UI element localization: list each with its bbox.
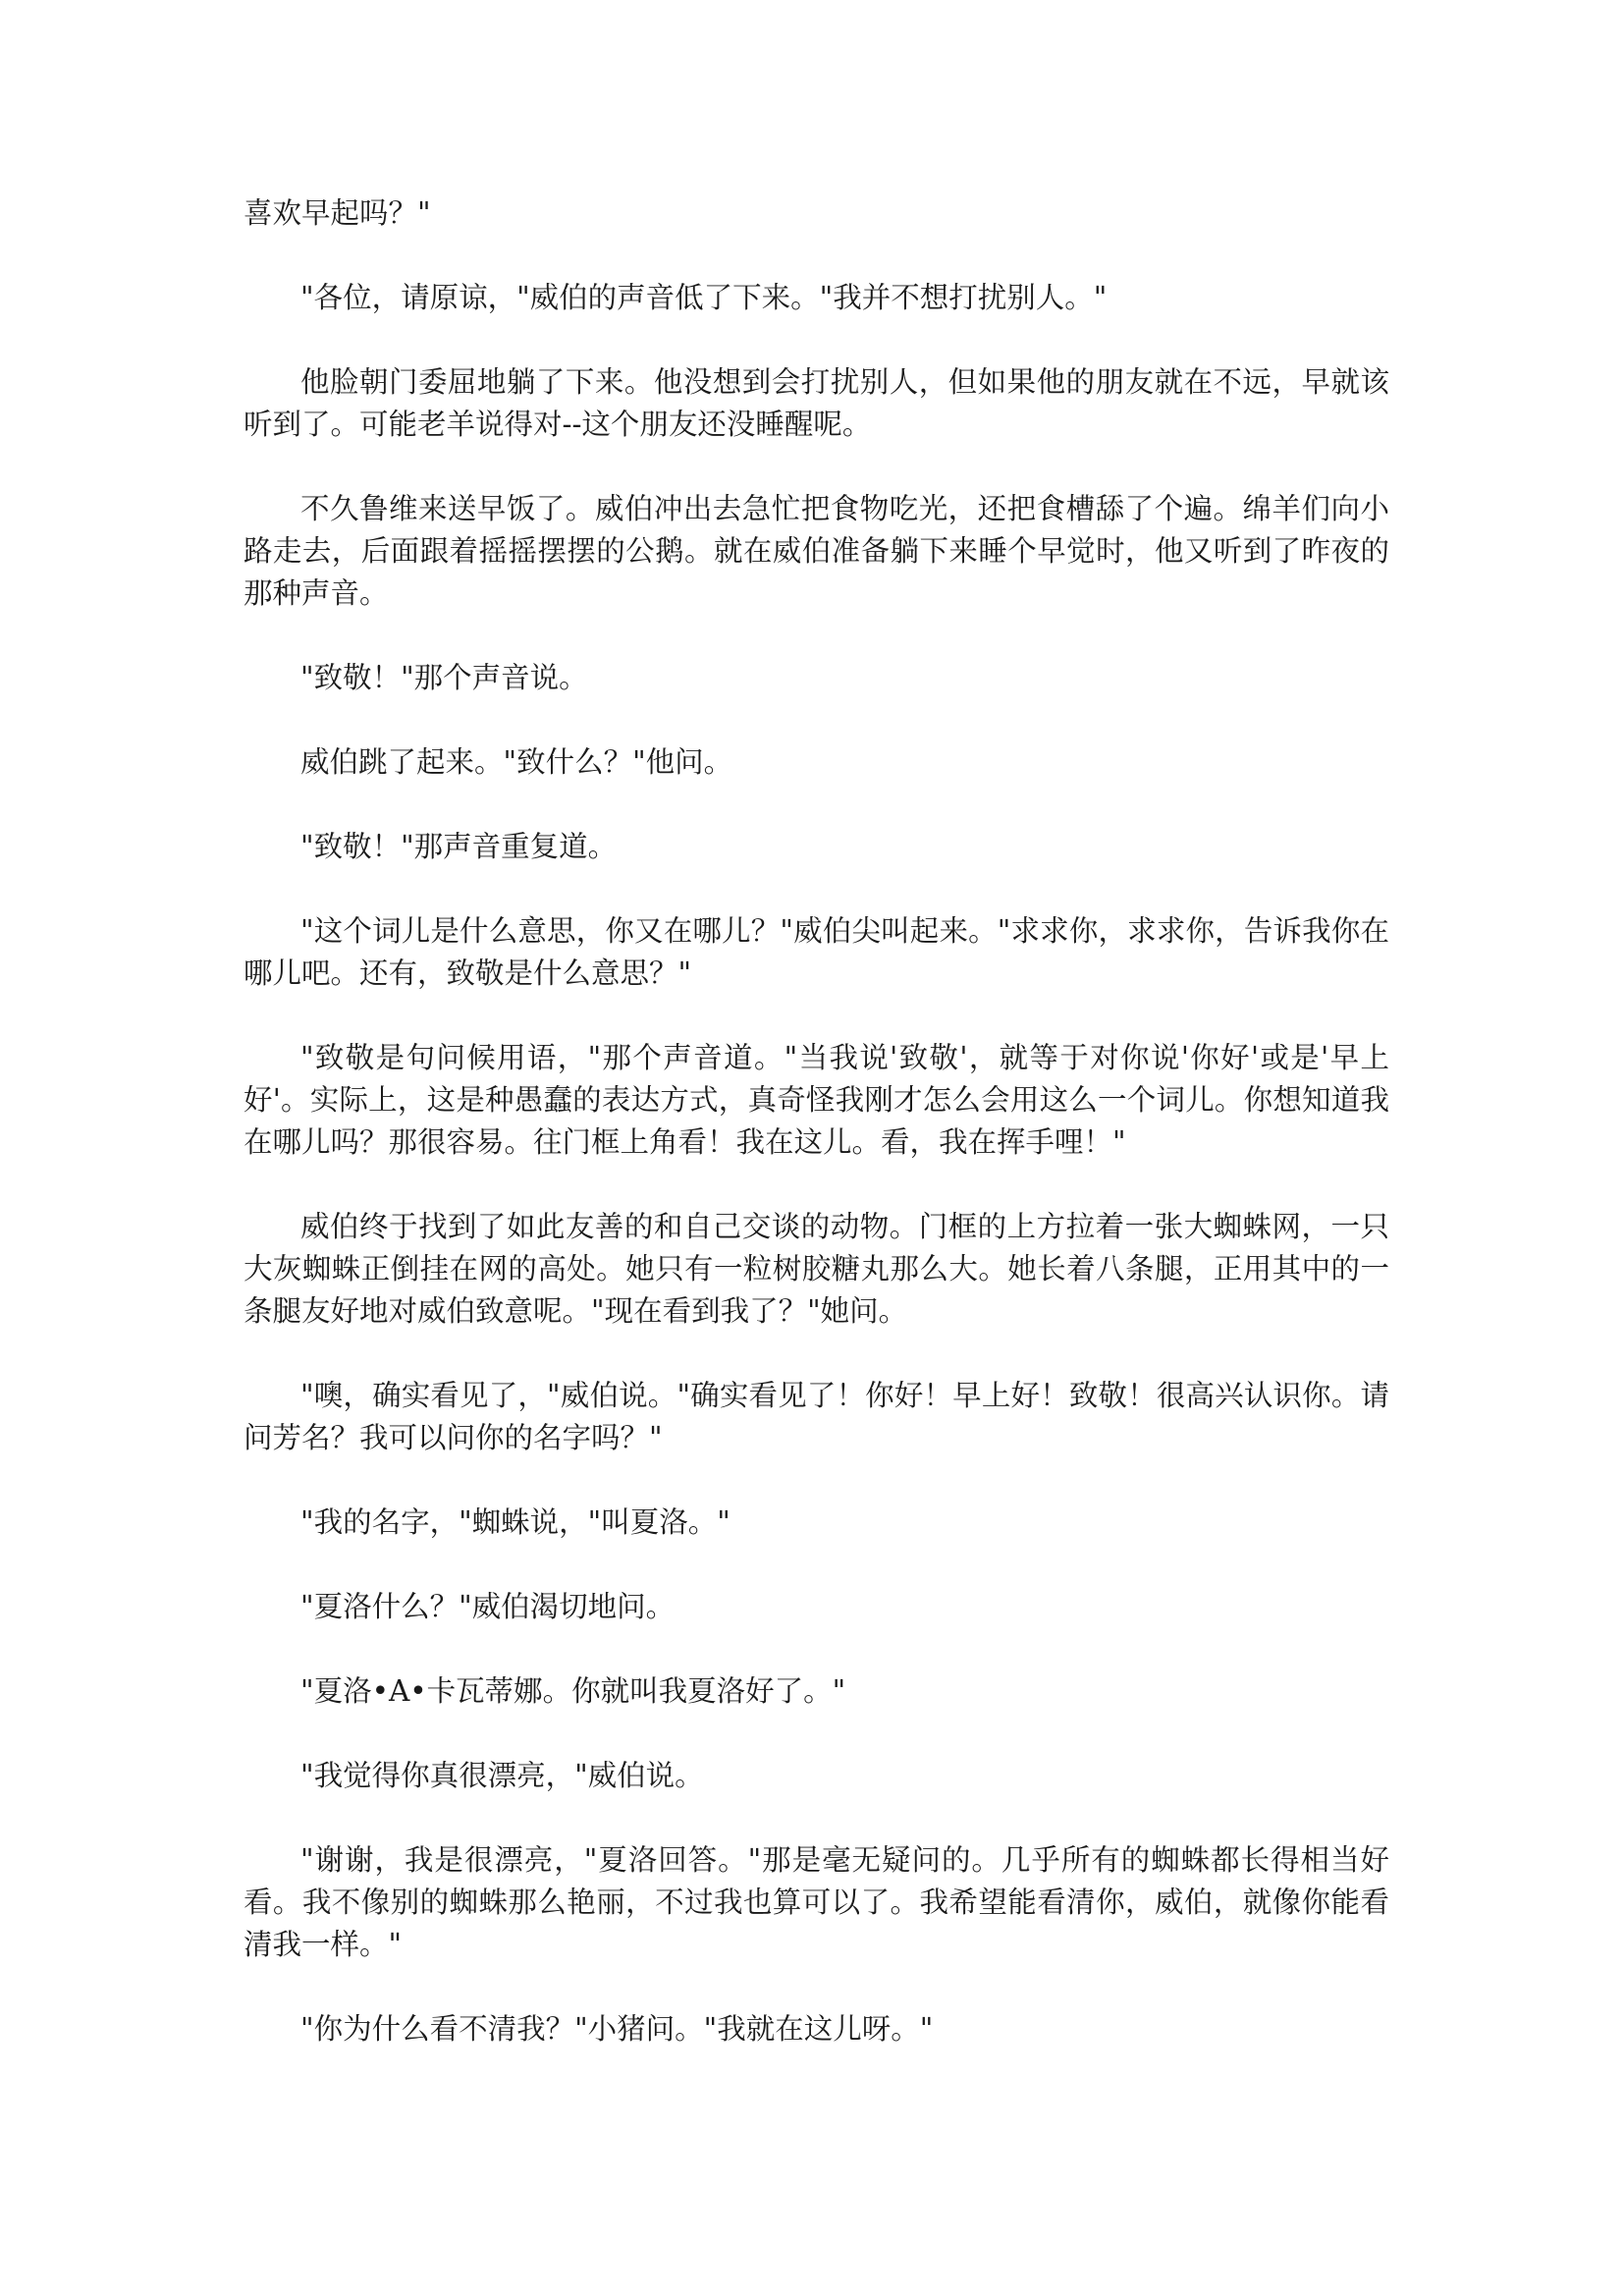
paragraph: "噢，确实看见了，"威伯说。"确实看见了！你好！早上好！致敬！很高兴认识你。请问芳名？我可以问你的名字吗？": [243, 1379, 1389, 1454]
paragraph: "你为什么看不清我？"小猪问。"我就在这儿呀。": [300, 2012, 934, 2046]
paragraph: 威伯跳了起来。"致什么？"他问。: [300, 745, 733, 779]
paragraph: 威伯终于找到了如此友善的和自己交谈的动物。门框的上方拉着一张大蜘蛛网，一只大灰蜘蛛正倒挂在网的高处。她只有一粒树胶糖丸那么大。她长着八条腿，正用其中的一条腿友好地对威伯致意呢。"现在看到我了？"她问。: [243, 1210, 1389, 1328]
paragraph: 喜欢早起吗？": [243, 196, 431, 230]
paragraph: "致敬是句问候用语，"那个声音道。"当我说'致敬'，就等于对你说'你好'或是'早上好'。实际上，这是种愚蠢的表达方式，真奇怪我刚才怎么会用这么一个词儿。你想知道我在哪儿吗？那很容易。往门框上角看！我在这儿。看，我在挥手哩！": [243, 1041, 1389, 1159]
paragraph: "致敬！"那声音重复道。: [300, 830, 618, 863]
paragraph: "各位，请原谅，"威伯的声音低了下来。"我并不想打扰别人。": [300, 281, 1108, 314]
paragraph: "致敬！"那个声音说。: [300, 661, 588, 694]
paragraph: "夏洛什么？"威伯渴切地问。: [300, 1590, 676, 1623]
document-body: [243, 192, 1389, 2093]
paragraph: "谢谢，我是很漂亮，"夏洛回答。"那是毫无疑问的。几乎所有的蜘蛛都长得相当好看。我不像别的蜘蛛那么艳丽，不过我也算可以了。我希望能看清你，威伯，就像你能看清我一样。": [243, 1843, 1389, 1961]
paragraph: "我的名字，"蜘蛛说，"叫夏洛。": [300, 1505, 730, 1539]
paragraph: "我觉得你真很漂亮，"威伯说。: [300, 1759, 704, 1792]
paragraph: 不久鲁维来送早饭了。威伯冲出去急忙把食物吃光，还把食槽舔了个遍。绵羊们向小路走去，后面跟着摇摇摆摆的公鹅。就在威伯准备躺下来睡个早觉时，他又听到了昨夜的那种声音。: [243, 492, 1389, 610]
paragraph: "这个词儿是什么意思，你又在哪儿？"威伯尖叫起来。"求求你，求求你，告诉我你在哪儿吧。还有，致敬是什么意思？": [243, 914, 1389, 990]
paragraph: "夏洛•A•卡瓦蒂娜。你就叫我夏洛好了。": [300, 1674, 846, 1708]
paragraph: 他脸朝门委屈地躺了下来。他没想到会打扰别人，但如果他的朋友就在不远，早就该听到了。可能老羊说得对--这个朋友还没睡醒呢。: [243, 365, 1389, 441]
